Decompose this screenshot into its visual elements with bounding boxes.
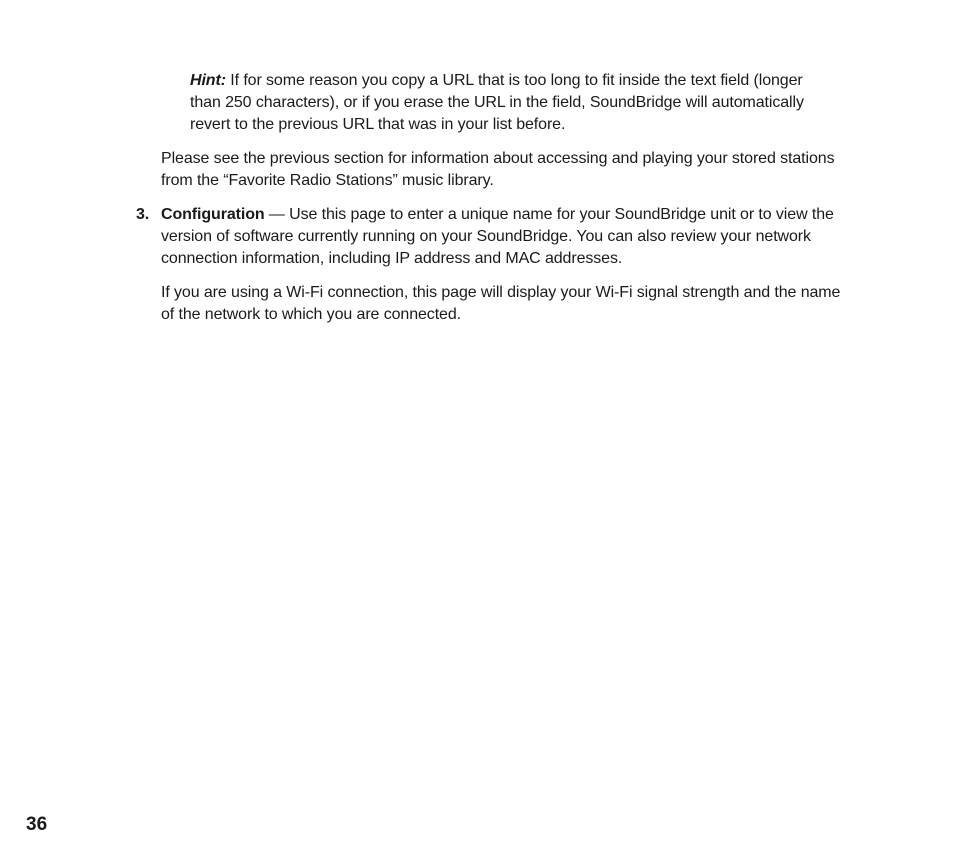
hint-label: Hint: — [190, 72, 226, 89]
hint-paragraph — [190, 70, 830, 136]
list-item-configuration — [136, 204, 856, 270]
list-item-term: Configuration — [161, 206, 265, 223]
wifi-paragraph: If you are using a Wi-Fi connection, this page will display your Wi-Fi signal strength and the name of the network to which you are connected. — [161, 284, 841, 323]
stored-stations-paragraph: Please see the previous section for information about accessing and playing your stored stations from the “Favorite Radio Stations” music library. — [161, 150, 835, 189]
list-item-text: — Use this page to enter a unique name for your SoundBridge unit or to view the version of software currently running on your SoundBridge. You can also review your network connection information, including IP address and MAC addresses. — [161, 206, 834, 267]
hint-text: If for some reason you copy a URL that is too long to fit inside the text field (longer than 250 characters), or if you erase the URL in the field, SoundBridge will automatically revert to the previous URL that was in your list before. — [190, 72, 804, 133]
list-item-body — [161, 204, 841, 270]
list-item-number: 3. — [136, 206, 150, 223]
page-number: 36 — [26, 814, 48, 835]
